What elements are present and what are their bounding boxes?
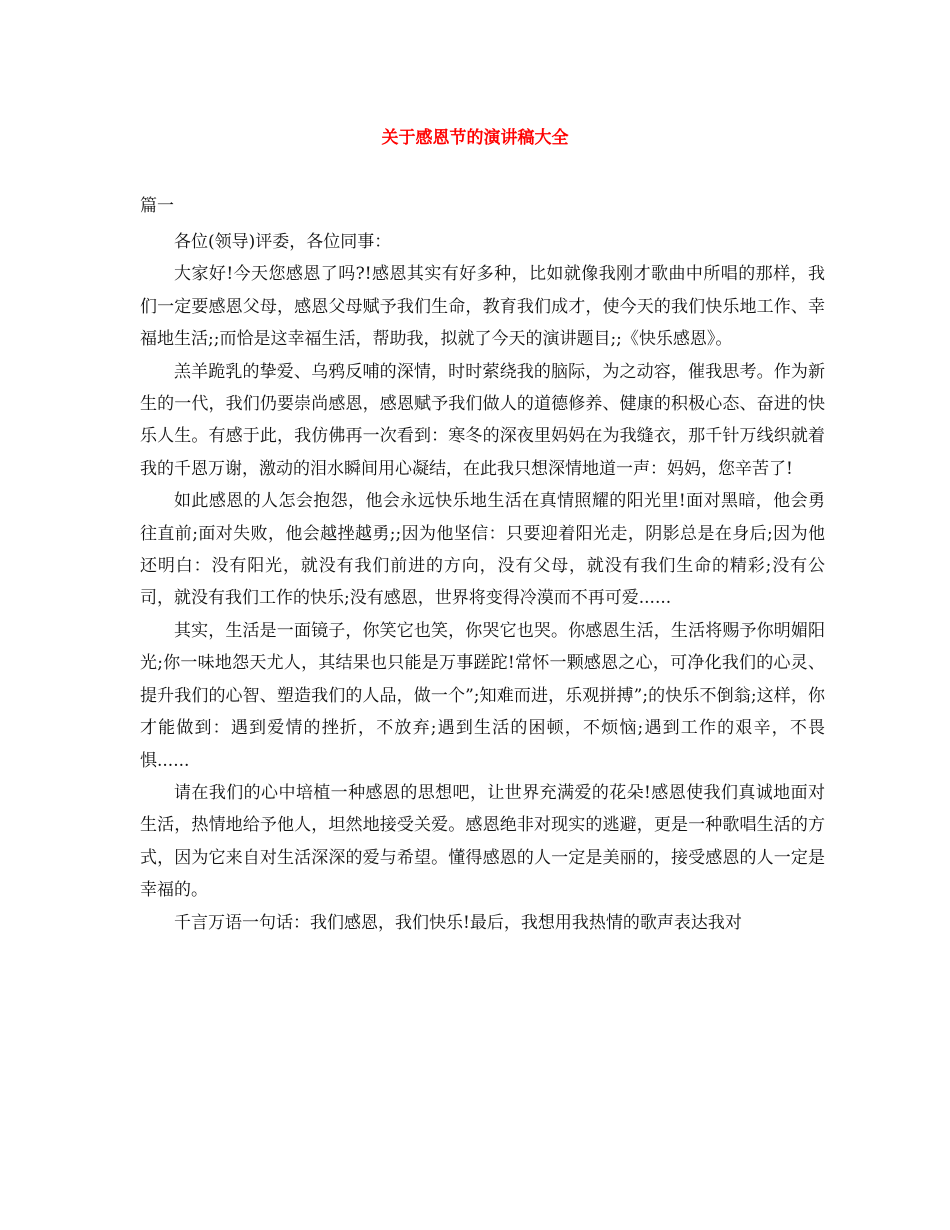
body-paragraph: 其实，生活是一面镜子，你笑它也笑，你哭它也哭。你感恩生活，生活将赐予你明媚阳光;你一味地怨天尤人，其结果也只能是万事蹉跎!常怀一颗感恩之心，可净化我们的心灵、提升我们的心智、塑造我们的人品，做一个”;知难而进，乐观拼搏”;的快乐不倒翁;这样，你才能做到：遇到爱情的挫折，不放弃;遇到生活的困顿，不烦恼;遇到工作的艰辛，不畏惧...... xyxy=(140,620,825,771)
body-paragraph: 大家好!今天您感恩了吗?!感恩其实有好多种，比如就像我刚才歌曲中所唱的那样，我们一定要感恩父母，感恩父母赋予我们生命，教育我们成才，使今天的我们快乐地工作、幸福地生活;;而恰是这幸福生活，帮助我，拟就了今天的演讲题目;;《快乐感恩》。 xyxy=(140,264,825,350)
body-paragraph: 千言万语一句话：我们感恩，我们快乐!最后，我想用我热情的歌声表达我对 xyxy=(174,912,742,933)
body-paragraph: 如此感恩的人怎会抱怨，他会永远快乐地生活在真情照耀的阳光里!面对黑暗，他会勇往直前;面对失败，他会越挫越勇;;因为他坚信：只要迎着阳光走，阴影总是在身后;因为他还明白：没有阳光，就没有我们前进的方向，没有父母，就没有我们生命的精彩;没有公司，就没有我们工作的快乐;没有感恩，世界将变得冷漠而不再可爱...... xyxy=(140,491,825,609)
body-paragraph: 羔羊跪乳的挚爱、乌鸦反哺的深情，时时萦绕我的脑际，为之动容，催我思考。作为新生的一代，我们仍要崇尚感恩，感恩赋予我们做人的道德修养、健康的积极心态、奋进的快乐人生。有感于此，我仿佛再一次看到：寒冬的深夜里妈妈在为我缝衣，那千针万线织就着我的千恩万谢，激动的泪水瞬间用心凝结，在此我只想深情地道一声：妈妈，您辛苦了! xyxy=(140,361,825,479)
document-body xyxy=(140,226,825,939)
body-paragraph: 请在我们的心中培植一种感恩的思想吧，让世界充满爱的花朵!感恩使我们真诚地面对生活，热情地给予他人，坦然地接受关爱。感恩绝非对现实的逃避，更是一种歌唱生活的方式，因为它来自对生活深深的爱与希望。懂得感恩的人一定是美丽的，接受感恩的人一定是幸福的。 xyxy=(140,782,825,901)
section-label: 篇一 xyxy=(140,196,174,216)
salutation-paragraph: 各位(领导)评委，各位同事： xyxy=(174,232,392,252)
document-title: 关于感恩节的演讲稿大全 xyxy=(381,128,569,148)
